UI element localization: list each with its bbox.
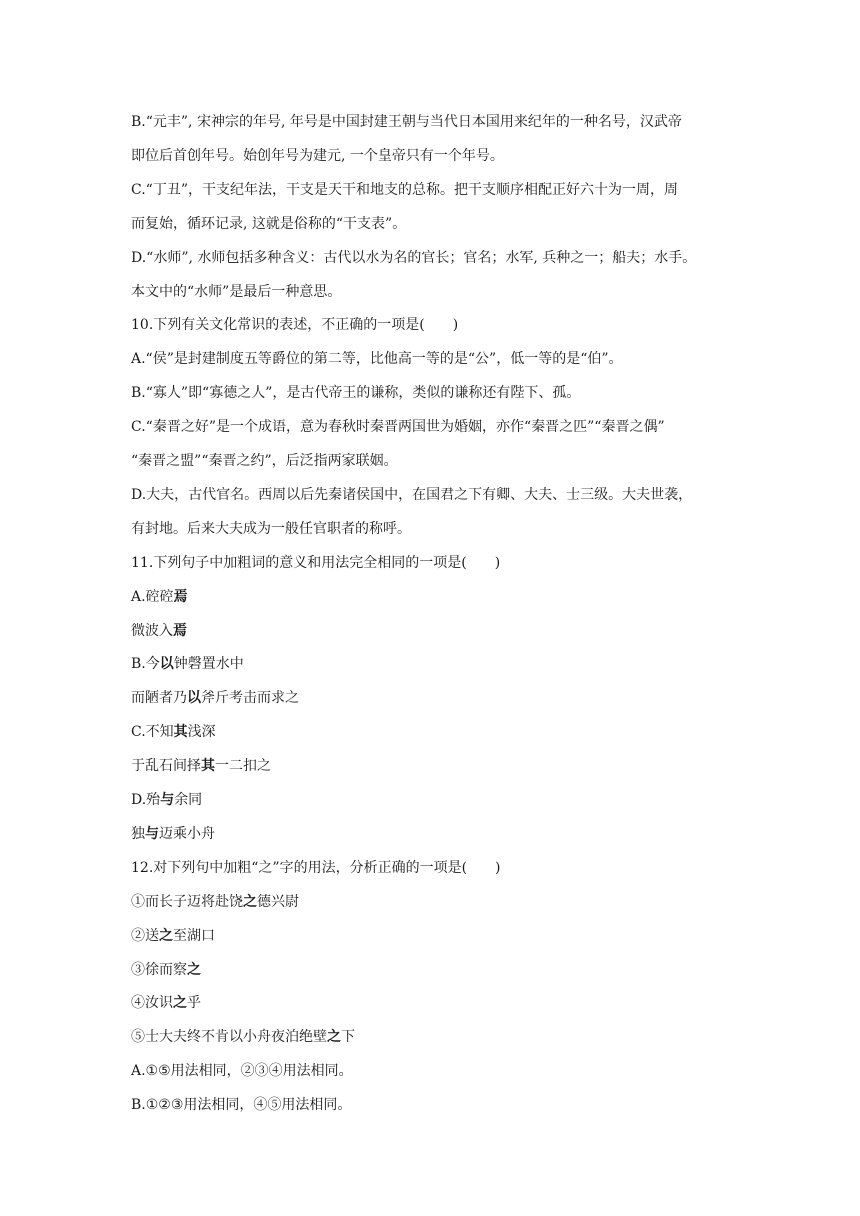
text-segment: 余同 [174,792,203,808]
text-segment: 11.下列句子中加粗词的意义和用法完全相同的一项是( ) [131,554,501,571]
text-line [131,756,271,776]
text-segment: 一二扣之 [215,758,271,775]
text-line [131,1095,351,1115]
bold-word: 之 [243,893,257,910]
text-line [131,146,504,166]
text-segment: 于乱石间择 [131,758,201,775]
text-line [131,688,299,708]
text-segment: ①而长子迈将赴饶 [131,893,243,910]
text-line [131,248,696,268]
text-segment: B.“寡人”即“寡德之人”，是古代帝王的谦称，类似的谦称还有陛下、孤。 [131,385,581,402]
text-segment: 而复始，循环记录, 这就是俗称的“干支表”。 [131,215,407,232]
text-segment: 微波入 [131,622,173,639]
text-line [131,214,406,234]
bold-word: 之 [173,995,187,1012]
text-line [131,349,623,369]
text-line [131,926,215,946]
text-line [131,383,580,403]
text-segment: 10.下列有关文化常识的表述，不正确的一项是( ) [131,317,459,334]
text-segment: A.硿硿 [131,588,174,605]
text-line [131,282,341,302]
text-line [131,722,216,742]
text-segment: 迈乘小舟 [159,825,215,842]
text-segment: ⑤士大夫终不肯以小舟夜泊绝壁 [131,1029,327,1046]
text-segment: 斧斤考击而求之 [201,690,299,707]
text-line [131,993,201,1013]
text-line [131,587,188,607]
text-line [131,180,678,200]
text-line [131,892,299,912]
text-segment: B.①②③用法相同，④⑤用法相同。 [131,1097,352,1114]
text-segment: B.“元丰”, 宋神宗的年号, 年号是中国封建王朝与当代日本国用来纪年的一种名号，汉武帝 [131,114,682,130]
text-segment: 本文中的“水师”是最后一种意思。 [131,283,342,300]
text-line [131,654,244,674]
bold-word: 与 [160,792,175,808]
text-segment: 即位后首创年号。始创年号为建元, 一个皇帝只有一个年号。 [131,147,504,164]
text-segment: A.“侯”是封建制度五等爵位的第二等，比他高一等的是“公”，低一等的是“伯”。 [131,351,623,368]
text-line [131,553,500,573]
text-segment: D.殆 [131,792,161,808]
bold-word: 焉 [173,622,187,639]
text-segment: 钟磬置水中 [173,656,244,673]
text-line [131,485,692,505]
bold-word: 以 [159,656,174,673]
bold-word: 以 [187,690,201,707]
text-line [131,790,202,810]
text-segment: 下 [341,1029,355,1046]
bold-word: 焉 [173,588,188,605]
text-line [131,519,411,539]
bold-word: 之 [327,1029,341,1046]
text-segment: ②送 [131,927,159,944]
text-line [131,451,398,471]
text-line [131,112,682,132]
text-line [131,621,187,641]
text-segment: 至湖口 [173,927,215,944]
bold-word: 其 [201,758,215,775]
text-segment: 浅深 [187,724,216,741]
text-segment: 德兴尉 [257,893,299,910]
bold-word: 之 [159,927,173,944]
text-line [131,858,501,878]
bold-word: 与 [145,825,159,842]
text-line [131,960,201,980]
bold-word: 之 [187,961,201,978]
text-segment: C.“丁丑”，干支纪年法，干支是天干和地支的总称。把干支顺序相配正好六十为一周，周 [131,181,678,198]
text-segment: C.“秦晋之好”是一个成语，意为春秋时秦晋两国世为婚姻，亦作“秦晋之匹”“秦晋之偶” [131,419,665,436]
text-segment: 乎 [187,995,201,1012]
text-segment: D.“水师”, 水师包括多种含义：古代以水为名的官长；官名；水军, 兵种之一；船夫；水手。 [131,249,697,266]
text-line [131,1027,355,1047]
bold-word: 其 [173,724,188,741]
text-segment: C.不知 [131,724,174,741]
text-segment: A.①⑤用法相同，②③④用法相同。 [131,1063,353,1080]
text-segment: B.今 [131,656,160,673]
text-segment: 12.对下列句中加粗“之”字的用法，分析正确的一项是( ) [131,859,501,876]
text-segment: ④汝识 [131,995,173,1012]
text-line [131,1061,353,1081]
text-segment: ③徐而察 [131,961,187,978]
text-segment: 而陋者乃 [131,690,187,707]
text-line [131,417,665,437]
text-segment: 独 [131,825,145,842]
text-line [131,824,215,844]
text-line [131,315,458,335]
text-segment: D.大夫，古代官名。西周以后先秦诸侯国中，在国君之下有卿、大夫、士三级。大夫世袭， [131,486,693,503]
text-segment: “秦晋之盟”“秦晋之约”，后泛指两家联姻。 [131,453,398,469]
text-segment: 有封地。后来大夫成为一般任官职者的称呼。 [131,520,411,537]
